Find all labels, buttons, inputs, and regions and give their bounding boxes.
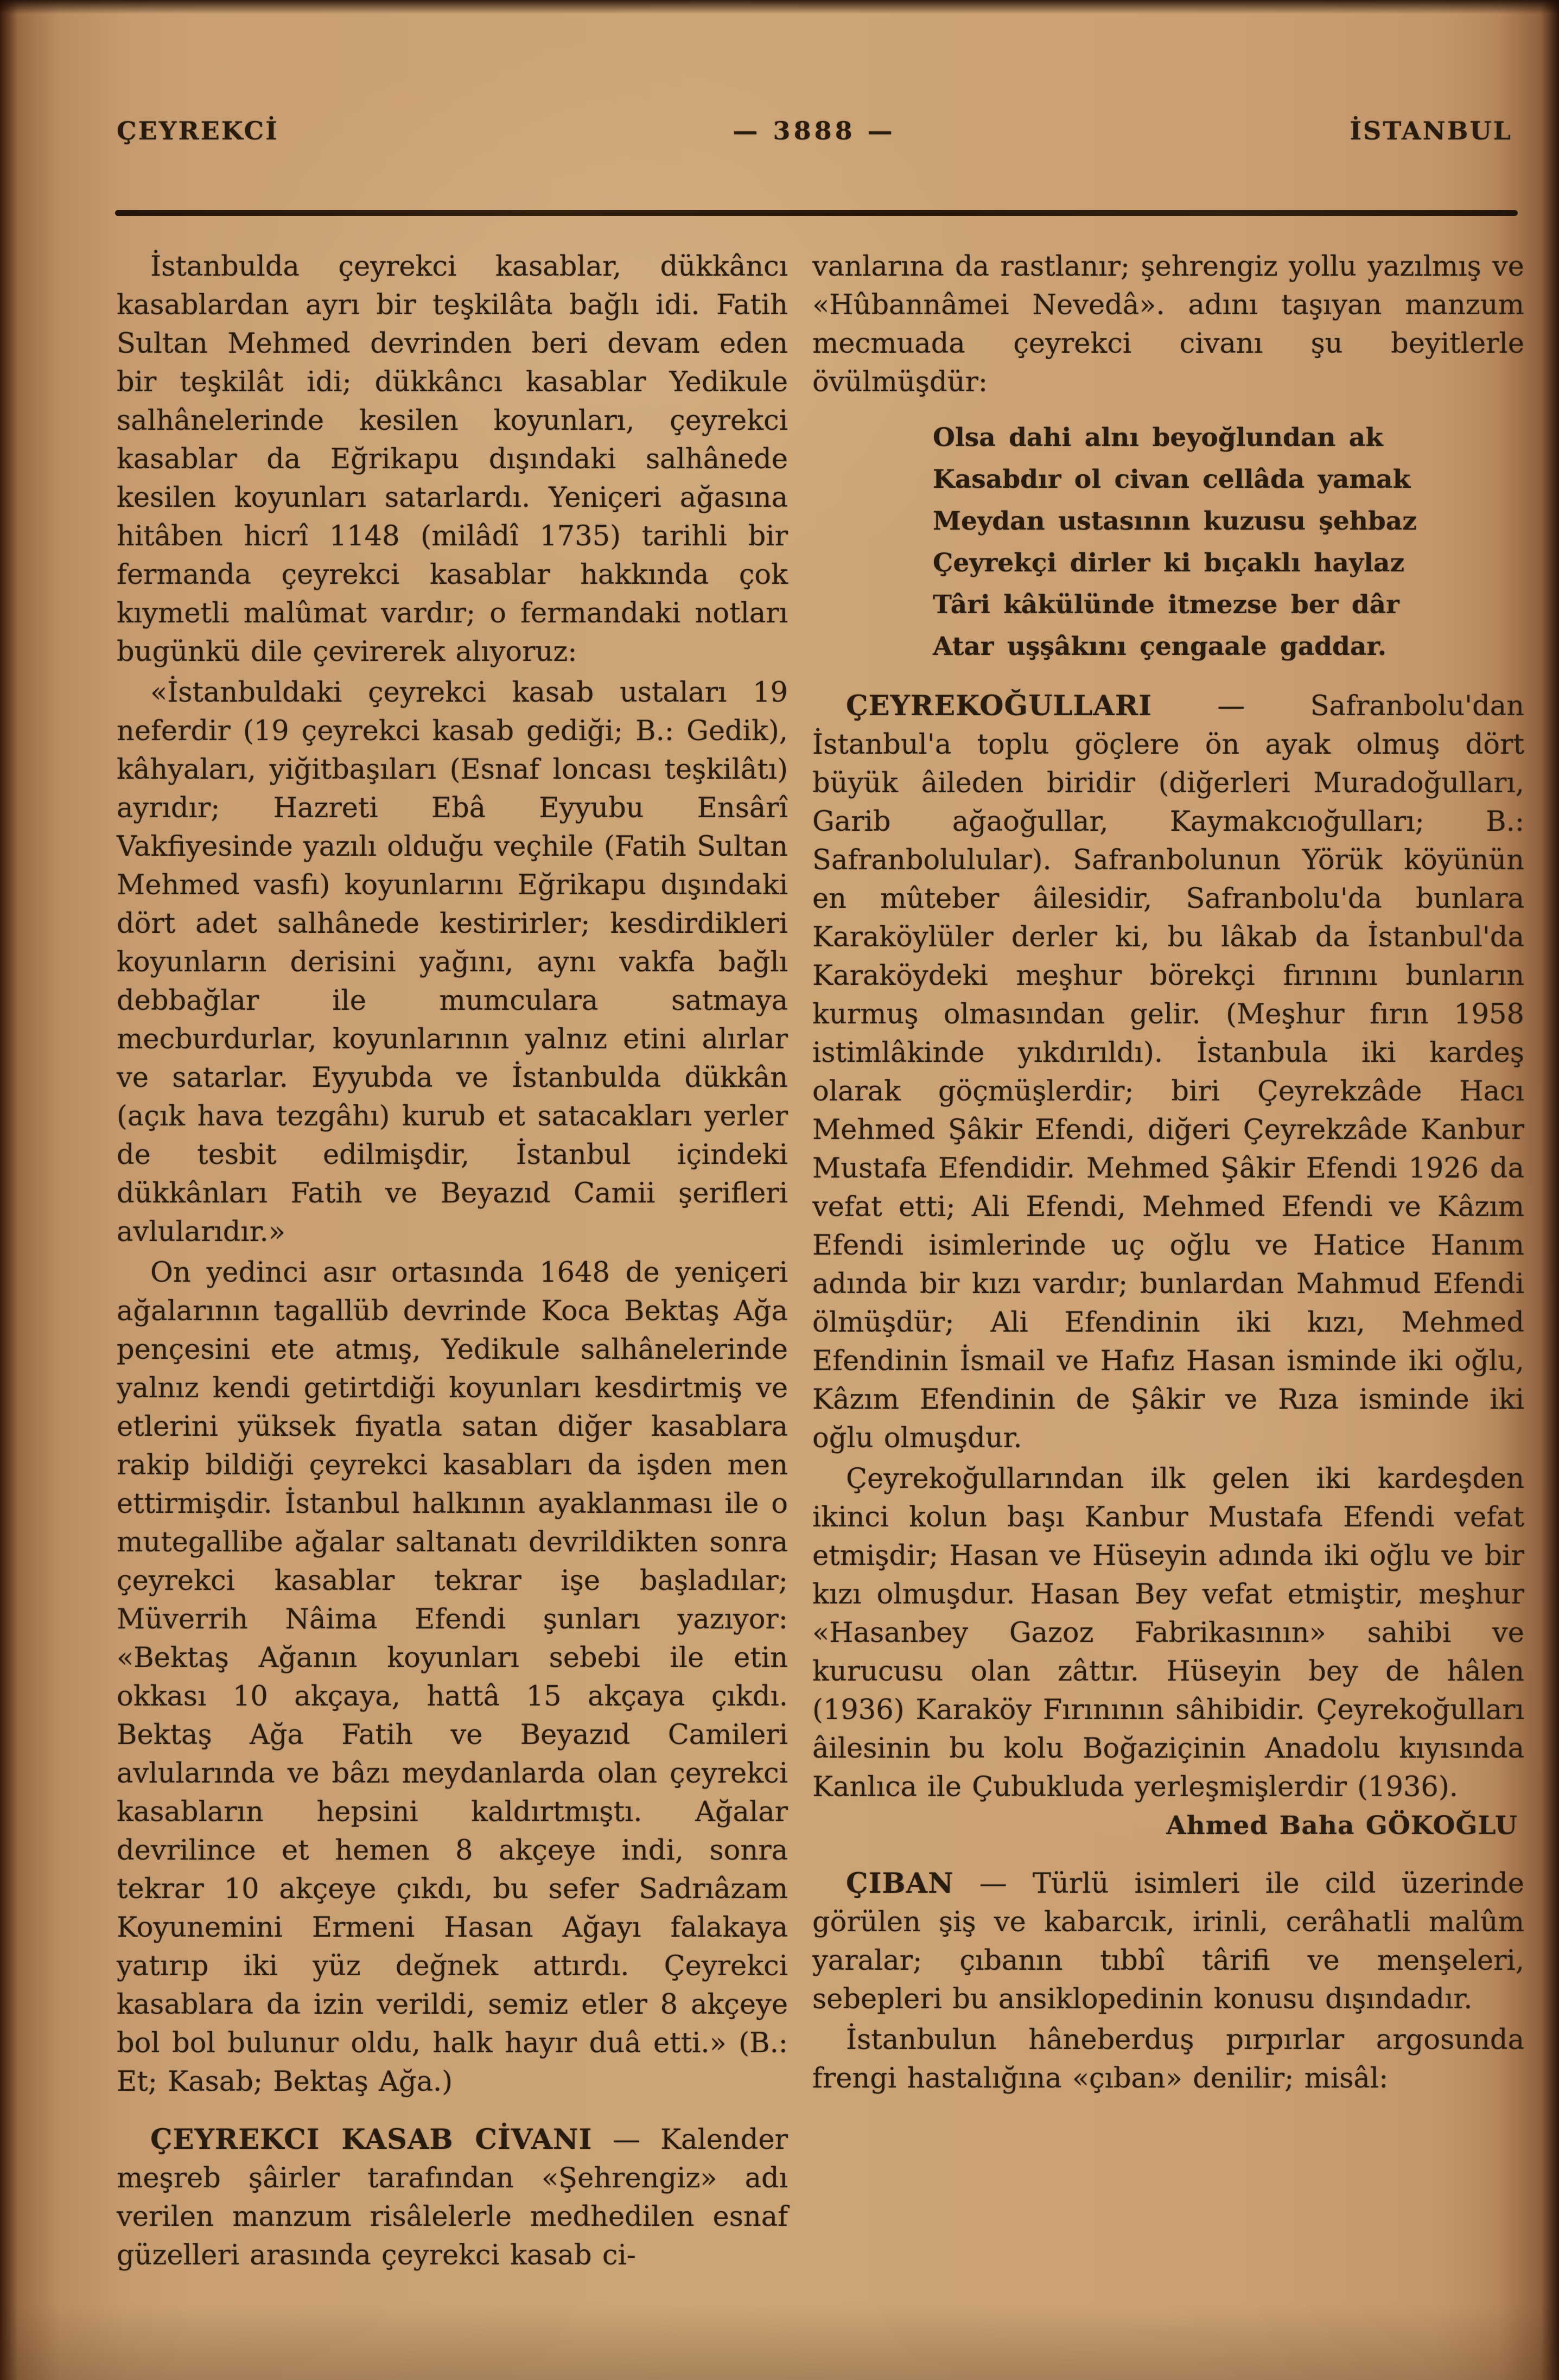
body-paragraph: İstanbulda çeyrekci kasablar, dükkâncı kasablardan ayrı bir teşkilâta bağlı idi. Fatih Sultan Mehmed devrinden beri devam eden bir teşkilât idi; dükkâncı kasablar Yedikule salhânelerinde kesilen koyunları, çeyrekci kasablar da Eğrikapu dışındaki salhânede kesilen koyunları satarlardı. Yeniçeri ağasına hitâben hicrî 1148 (milâdî 1735) tarihli bir fermanda çeyrekci kasablar hakkında çok kıymetli malûmat vardır; o fermandaki notları bugünkü dile çevirerek alıyoruz: <box>117 251 788 668</box>
poem-line: Kasabdır ol civan cellâda yamak <box>933 464 1411 494</box>
header-volume-title: İSTANBUL <box>1350 116 1512 145</box>
encyclopedia-entry-paragraph: ÇEYREKCI KASAB CİVANI — Kalender meşreb şâirler tarafından «Şehrengiz» adı verilen manzum risâlelerle medhedilen esnaf güzelleri arasında çeyrekci kasab ci- <box>117 2123 788 2271</box>
body-paragraph: Çeyrekoğullarından ilk gelen iki kardeşden ikinci kolun başı Kanbur Mustafa Efendi vefat etmişdir; Hasan ve Hüseyin adında iki oğlu ve bir kızı olmuşdur. Hasan Bey vefat etmiştir, meşhur «Hasanbey Gazoz Fabrikasının» sahibi ve kurucusu olan zâttır. Hüseyin bey de hâlen (1936) Karaköy Fırınının sâhibidir. Çeyrekoğulları âilesinin bu kolu Boğaziçinin Anadolu kıyısında Kanlıca ile Çubukluda yerleşmişlerdir (1936). <box>812 1463 1524 1803</box>
author-signature: Ahmed Baha GÖKOĞLU <box>1166 1811 1518 1841</box>
body-paragraph: İstanbulun hâneberduş pırpırlar argosunda frengi hastalığına «çıban» denilir; misâl: <box>812 2024 1524 2095</box>
body-paragraph: «İstanbuldaki çeyrekci kasab ustaları 19 neferdir (19 çeyrekci kasab gediği; B.: Gedik), kâhyaları, yiğitbaşıları (Esnaf loncası teşkilâtı) ayrıdır; Hazreti Ebâ Eyyubu Ensârî Vakfiyesinde yazılı olduğu veçhile (Fatih Sultan Mehmed vasfı) koyunlarını Eğrikapu dışındaki dört adet salhânede kestirirler; kesdirdikleri koyunların derisini yağını, aynı vakfa bağlı debbağlar ile mumculara satmaya mecburdurlar, koyunlarının yalnız etini alırlar ve satarlar. Eyyubda ve İstanbulda dükkân (açık hava tezgâhı) kurub et satacakları yerler de tesbit edilmişdir, İstanbul içindeki dükkânları Fatih ve Beyazıd Camii şerifleri avlularıdır.» <box>117 677 788 1248</box>
page-number: — 3888 — <box>733 116 896 145</box>
poem-line: Meydan ustasının kuzusu şehbaz <box>933 506 1417 536</box>
body-paragraph: vanlarına da rastlanır; şehrengiz yollu yazılmış ve «Hûbannâmei Nevedâ». adını taşıyan manzum mecmuada çeyrekci civanı şu beyitlerle övülmüşdür: <box>812 251 1524 398</box>
body-paragraph: On yedinci asır ortasında 1648 de yeniçeri ağalarının tagallüb devrinde Koca Bektaş Ağa pençesini ete atmış, Yedikule salhânelerinde yalnız kendi getirtdiği koyunları kesdirtmiş ve etlerini yüksek fiyatla satan diğer kasablara rakip bildiği çeyrekci kasabları da işden men ettirmişdir. İstanbul halkının ayaklanması ile o mutegallibe ağalar saltanatı devrildikten sonra çeyrekci kasablar tekrar işe başladılar; Müverrih Nâima Efendi şunları yazıyor: «Bektaş Ağanın koyunları sebebi ile etin okkası 10 akçaya, hattâ 15 akçaya çıkdı. Bektaş Ağa Fatih ve Beyazıd Camileri avlularında ve bâzı meydanlarda olan çeyrekci kasabların hepsini kaldırtmıştı. Ağalar devrilince et hemen 8 akçeye indi, sonra tekrar 10 akçeye çıkdı, bu sefer Sadrıâzam Koyunemini Ermeni Hasan Ağayı falakaya yatırıp iki yüz değnek attırdı. Çeyrekci kasablara da izin verildi, semiz etler 8 akçeye bol bol bulunur oldu, halk hayır duâ etti.» (B.: Et; Kasab; Bektaş Ağa.) <box>117 1257 788 2098</box>
poem-line: Çeyrekçi dirler ki bıçaklı haylaz <box>933 548 1405 578</box>
text-column-left <box>117 245 788 2275</box>
entry-heading: ÇEYREKOĞULLARI <box>846 690 1153 722</box>
text-column-right <box>812 245 1524 2098</box>
header-entry-title: ÇEYREKCİ <box>117 116 279 145</box>
poem-line: Olsa dahi alnı beyoğlundan ak <box>933 423 1383 453</box>
entry-heading: ÇEYREKCI KASAB CİVANI <box>150 2123 593 2156</box>
page-header <box>117 116 1512 145</box>
header-rule <box>115 210 1518 216</box>
encyclopedia-entry-paragraph: ÇEYREKOĞULLARI — Safranbolu'dan İstanbul'a toplu göçlere ön ayak olmuş dört büyük âileden biridir (diğerleri Muradoğulları, Garib ağaoğullar, Kaymakcıoğulları; B.: Safranbolulular). Safranbolunun Yörük köyünün en mûteber âilesidir, Safranbolu'da bunlara Karaköylüler derler ki, bu lâkab da İstanbul'da Karaköydeki meşhur börekçi fırınını bunların kurmuş olmasından gelir. (Meşhur fırın 1958 istimlâkinde yıkdırıldı). İstanbula iki kardeş olarak göçmüşlerdir; biri Çeyrekzâde Hacı Mehmed Şâkir Efendi, diğeri Çeyrekzâde Kanbur Mustafa Efendidir. Mehmed Şâkir Efendi 1926 da vefat etti; Ali Efendi, Mehmed Efendi ve Kâzım Efendi isimlerinde uç oğlu ve Hatice Hanım adında bir kızı vardır; bunlardan Mahmud Efendi ölmüşdür; Ali Efendinin iki kızı, Mehmed Efendinin İsmail ve Hafız Hasan isminde iki oğlu, Kâzım Efendinin de Şâkir ve Rıza isminde iki oğlu olmuşdur. <box>812 690 1524 1454</box>
poem-block <box>933 417 1524 667</box>
poem-line: Târi kâkülünde itmezse ber dâr <box>933 590 1399 620</box>
poem-line: Atar uşşâkını çengaale gaddar. <box>933 632 1387 661</box>
entry-heading: ÇIBAN <box>846 1867 954 1900</box>
encyclopedia-entry-paragraph: ÇIBAN — Türlü isimleri ile cild üzerinde görülen şiş ve kabarcık, irinli, cerâhatli malûm yaralar; çıbanın tıbbî târifi ve menşeleri, sebepleri bu ansiklopedinin konusu dışındadır. <box>812 1867 1524 2015</box>
